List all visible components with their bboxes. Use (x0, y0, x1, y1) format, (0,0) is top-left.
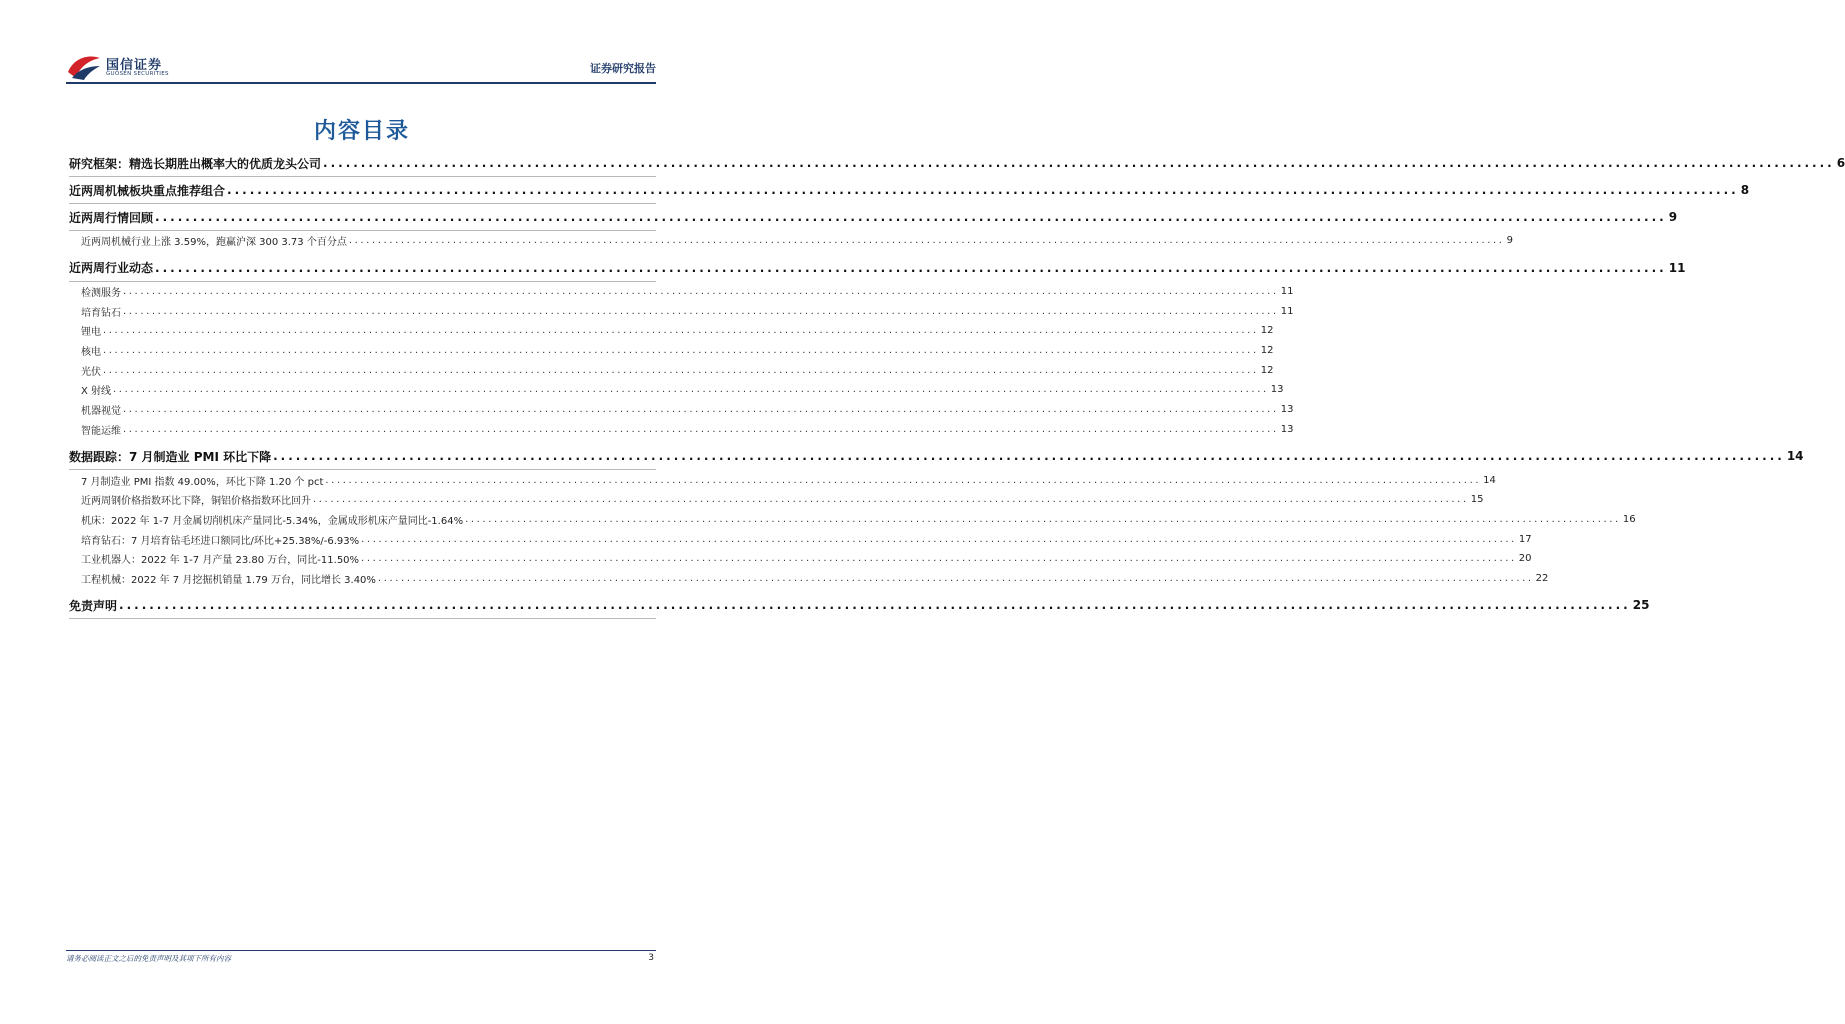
toc-entry-page: 25 (1632, 598, 1650, 613)
toc-subsection-entry[interactable] (69, 569, 1549, 589)
toc-subsection-entry[interactable] (69, 400, 1294, 420)
toc-entry-page: 11 (1280, 305, 1294, 317)
toc-dot-leader: ........................................................................................................................................................................................................ (123, 305, 1279, 317)
toc-section-entry[interactable] (69, 443, 1804, 470)
toc-entry-title: 近两周行业动态 (69, 261, 154, 276)
toc-subsection-entry[interactable] (69, 490, 1484, 510)
toc-subsection-entry[interactable] (69, 231, 1513, 251)
footer-disclaimer-note: 请务必阅读正文之后的免责声明及其项下所有内容 (66, 954, 231, 963)
toc-dot-leader: ........................................................................................................................................................................................................ (348, 235, 1505, 247)
toc-subsection-entry[interactable] (69, 529, 1532, 549)
toc-dot-leader: ........................................................................................................................................................................................................ (123, 286, 1279, 298)
toc-entry-page: 11 (1668, 260, 1686, 275)
toc-dot-leader: ........................................................................................................................................................................................................ (377, 572, 1534, 584)
toc-entry-title: 近两周行情回顾 (69, 210, 154, 225)
toc-entry-title: 培育钻石 (81, 307, 121, 319)
page-header (0, 0, 724, 90)
toc-dot-leader: ........................................................................................................................................................................................................ (361, 553, 1517, 565)
toc-section-entry[interactable] (69, 204, 1678, 231)
toc-entry-page: 9 (1668, 210, 1678, 224)
toc-subsection-entry[interactable] (69, 360, 1274, 380)
toc-entry-page: 12 (1260, 364, 1274, 376)
toc-entry-title: 培育钻石：7 月培育钻毛坯进口额同比/环比+25.38%/-6.93% (81, 535, 360, 547)
guosen-logo (66, 52, 206, 82)
page-title: 内容目录 (313, 119, 410, 144)
logo-english-text: GUOSEN SECURITIES (106, 71, 169, 77)
toc-entry-page: 15 (1470, 494, 1484, 506)
toc-subsection-entry[interactable] (69, 321, 1274, 341)
toc-subsection-entry[interactable] (69, 282, 1294, 302)
toc-entry-title: 光伏 (81, 366, 101, 378)
toc-entry-page: 9 (1506, 235, 1513, 247)
toc-entry-page: 11 (1280, 286, 1294, 298)
toc-entry-title: 数据跟踪：7 月制造业 PMI 环比下降 (69, 449, 272, 464)
report-type-label: 证券研究报告 (590, 62, 656, 75)
toc-subsection-entry[interactable] (69, 470, 1496, 490)
table-of-contents (69, 150, 1845, 619)
toc-entry-page: 14 (1483, 474, 1496, 486)
toc-dot-leader: ........................................................................................................................................................................................................ (103, 345, 1259, 357)
toc-entry-title: 近两周钢价格指数环比下降，铜铝价格指数环比回升 (81, 496, 311, 508)
toc-entry-title: 核电 (81, 347, 101, 359)
toc-dot-leader: ........................................................................................................................................................................................................ (325, 474, 1482, 486)
toc-entry-page: 13 (1270, 384, 1284, 396)
toc-entry-page: 13 (1280, 404, 1294, 416)
header-divider (66, 82, 656, 84)
toc-entry-title: 机器视觉 (81, 406, 121, 418)
toc-entry-title: 机床：2022 年 1-7 月金属切削机床产量同比-5.34%，金属成形机床产量同比-1.64% (81, 515, 464, 527)
toc-entry-page: 14 (1786, 449, 1804, 464)
toc-entry-page: 8 (1740, 183, 1750, 197)
toc-dot-leader: ........................................................................................................................................................................................................ (113, 384, 1269, 396)
toc-entry-title: 锂电 (81, 327, 101, 339)
toc-entry-page: 20 (1518, 553, 1532, 565)
toc-dot-leader: ........................................................................................................................................................................................................ (155, 260, 1667, 275)
toc-entry-page: 12 (1260, 345, 1274, 357)
toc-dot-leader: ........................................................................................................................................................................................................ (155, 210, 1667, 224)
toc-entry-title: 工程机械：2022 年 7 月挖掘机销量 1.79 万台，同比增长 3.40% (81, 574, 376, 586)
guosen-logo-mark-icon (66, 52, 102, 82)
toc-subsection-entry[interactable] (69, 341, 1274, 361)
page-number: 3 (648, 953, 654, 963)
toc-section-entry[interactable] (69, 150, 1845, 177)
toc-entry-page: 6 (1836, 156, 1845, 170)
toc-entry-title: 免责声明 (69, 598, 118, 613)
toc-section-entry[interactable] (69, 255, 1686, 282)
toc-entry-page: 17 (1518, 533, 1532, 545)
toc-section-entry[interactable] (69, 177, 1750, 204)
toc-subsection-entry[interactable] (69, 301, 1294, 321)
toc-entry-page: 13 (1280, 423, 1294, 435)
toc-dot-leader: ........................................................................................................................................................................................................ (227, 183, 1739, 197)
toc-entry-title: 智能运维 (81, 425, 121, 437)
toc-dot-leader: ........................................................................................................................................................................................................ (465, 513, 1621, 525)
toc-subsection-entry[interactable] (69, 510, 1636, 530)
toc-dot-leader: ........................................................................................................................................................................................................ (103, 364, 1259, 376)
toc-dot-leader: ........................................................................................................................................................................................................ (323, 156, 1835, 170)
toc-entry-title: 7 月制造业 PMI 指数 49.00%，环比下降 1.20 个 pct (81, 476, 324, 488)
toc-entry-title: X 射线 (81, 386, 112, 398)
toc-entry-title: 近两周机械板块重点推荐组合 (69, 183, 226, 198)
toc-dot-leader: ........................................................................................................................................................................................................ (273, 449, 1785, 464)
toc-dot-leader: ........................................................................................................................................................................................................ (123, 423, 1279, 435)
toc-entry-title: 研究框架：精选长期胜出概率大的优质龙头公司 (69, 156, 322, 171)
toc-dot-leader: ........................................................................................................................................................................................................ (119, 598, 1631, 613)
toc-section-entry[interactable] (69, 592, 1650, 619)
toc-dot-leader: ........................................................................................................................................................................................................ (103, 325, 1259, 337)
toc-entry-title: 近两周机械行业上涨 3.59%，跑赢沪深 300 3.73 个百分点 (81, 237, 347, 249)
toc-entry-title: 检测服务 (81, 288, 121, 300)
toc-entry-page: 22 (1535, 572, 1549, 584)
toc-dot-leader: ........................................................................................................................................................................................................ (313, 494, 1469, 506)
footer-divider (66, 950, 656, 951)
toc-entry-page: 12 (1260, 325, 1274, 337)
toc-entry-page: 16 (1622, 513, 1636, 525)
toc-entry-title: 工业机器人：2022 年 1-7 月产量 23.80 万台，同比-11.50% (81, 555, 360, 567)
toc-subsection-entry[interactable] (69, 549, 1532, 569)
toc-subsection-entry[interactable] (69, 380, 1284, 400)
toc-dot-leader: ........................................................................................................................................................................................................ (123, 404, 1279, 416)
logo-chinese-text: 国信证券 (106, 58, 163, 73)
toc-subsection-entry[interactable] (69, 420, 1294, 440)
toc-dot-leader: ........................................................................................................................................................................................................ (361, 533, 1517, 545)
